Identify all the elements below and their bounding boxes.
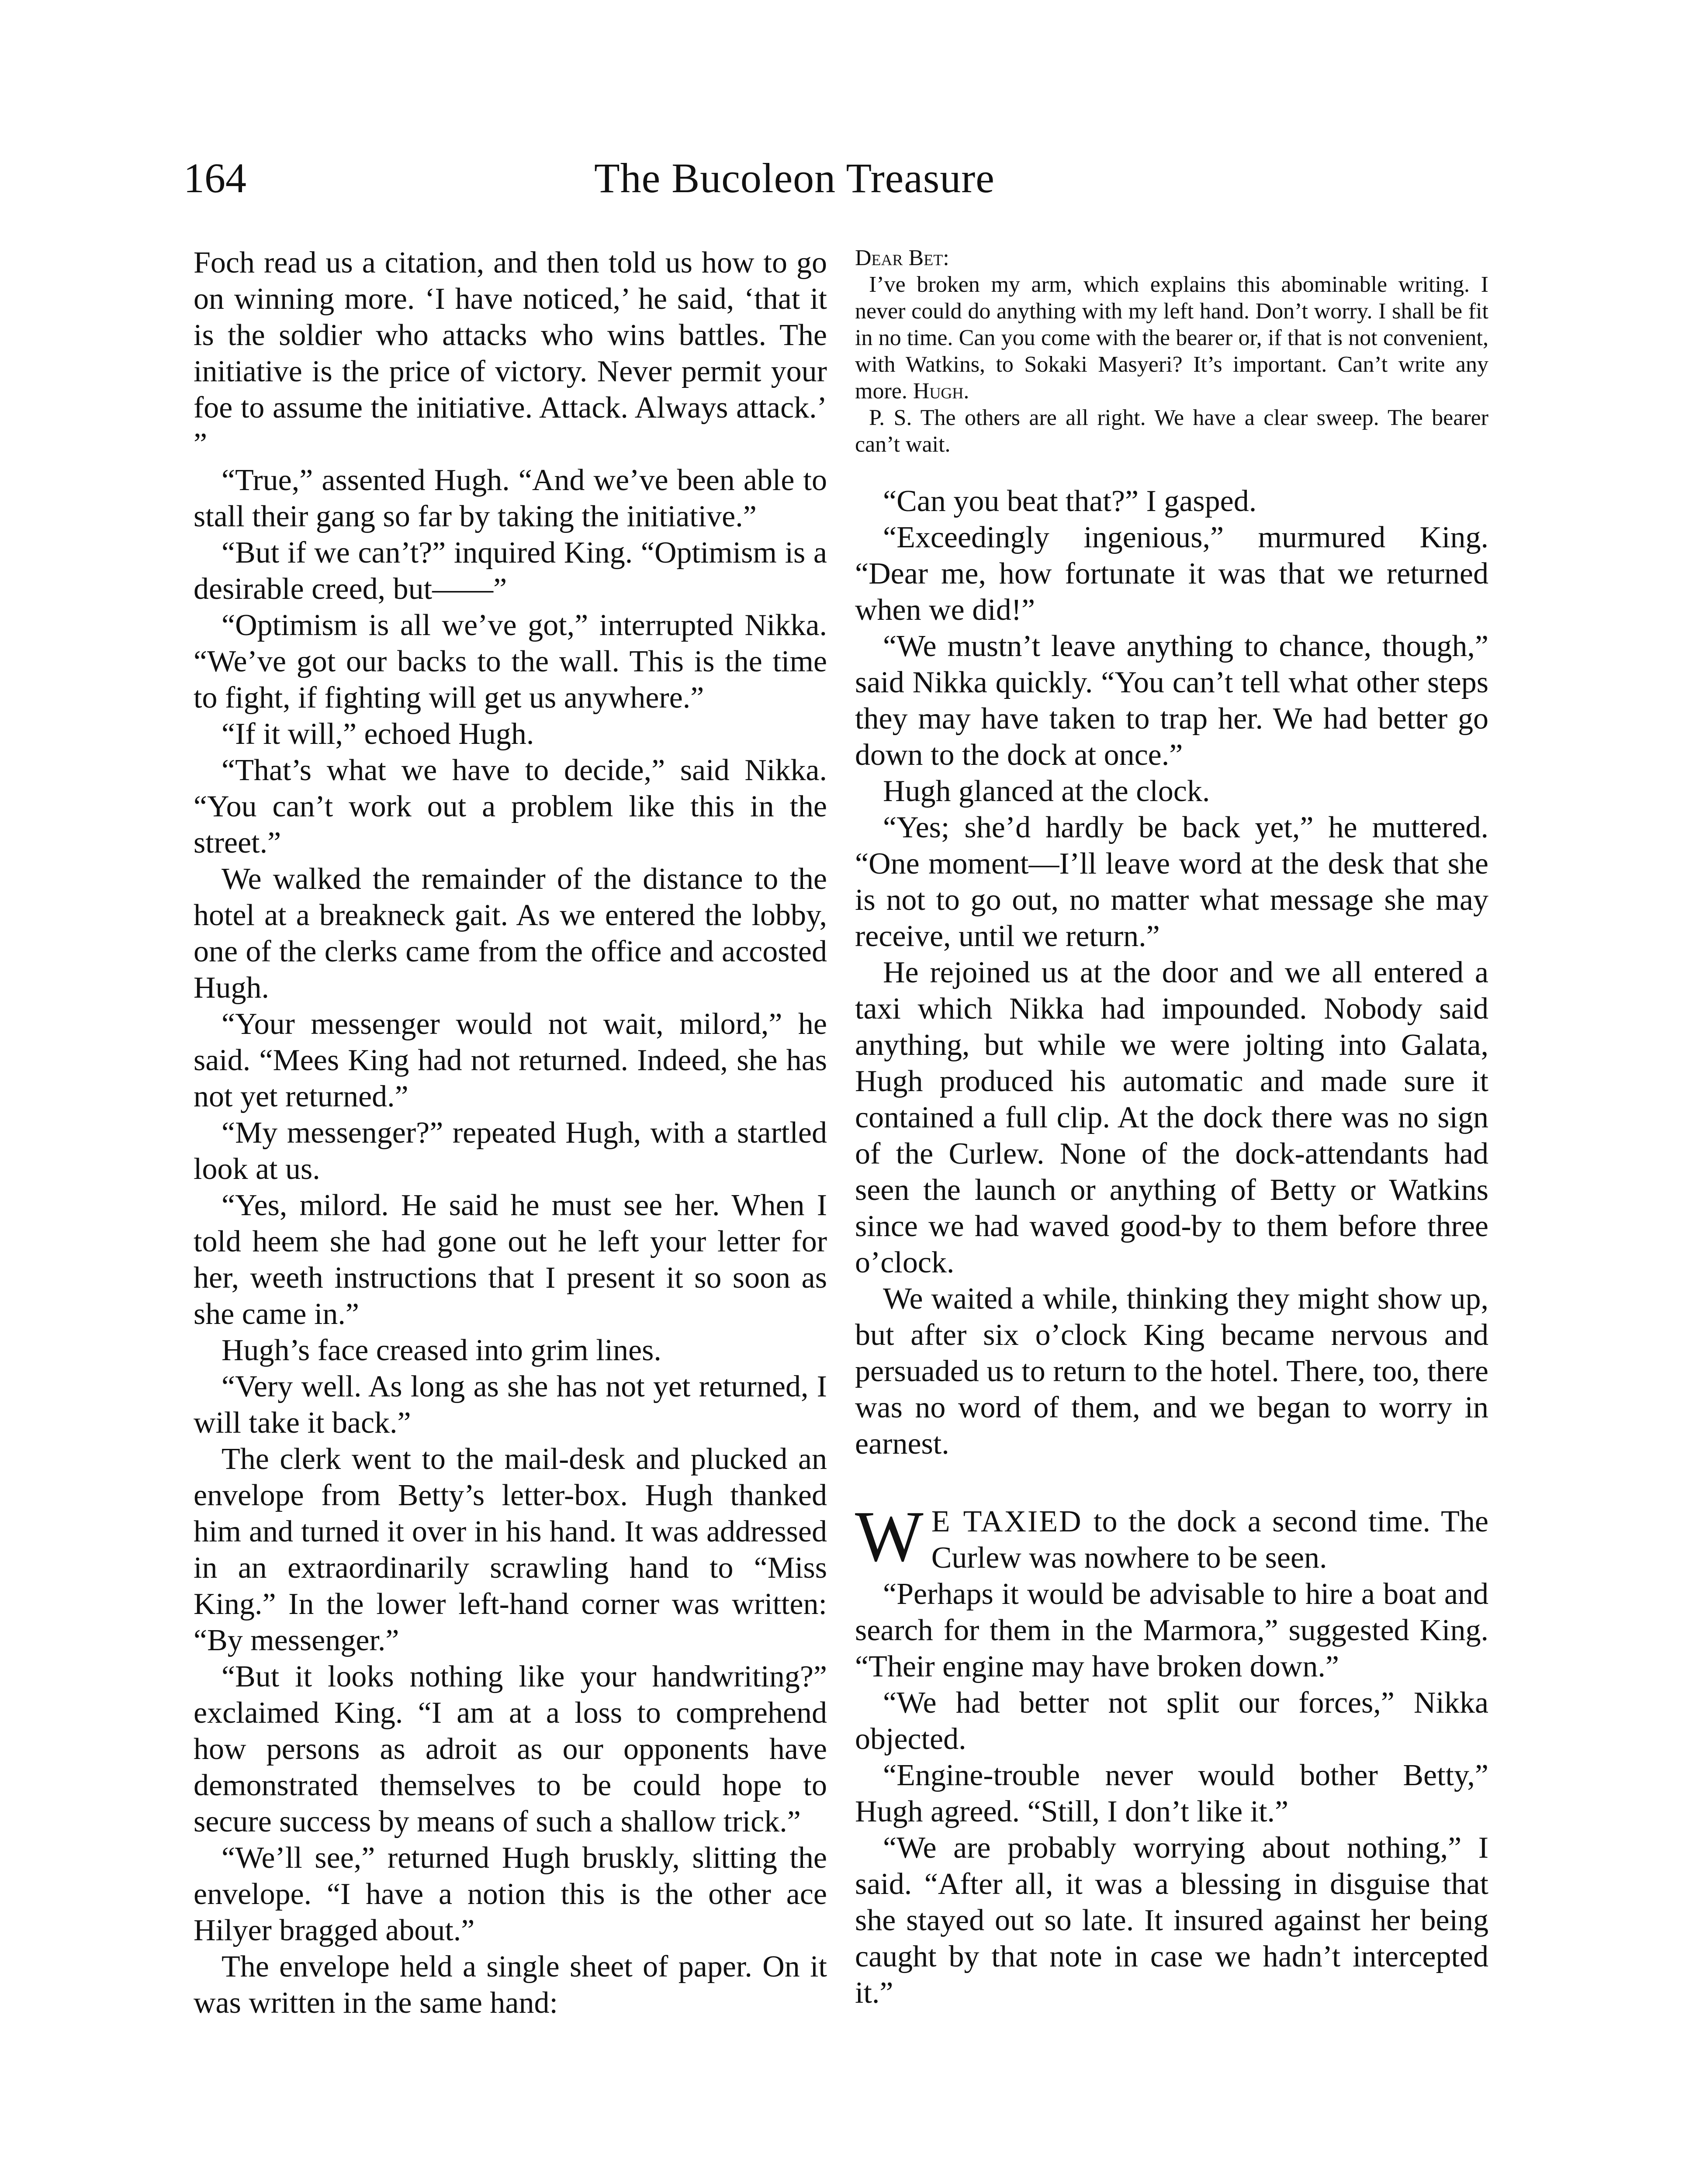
paragraph: The envelope held a single sheet of paper. On it was written in the same hand: xyxy=(194,1950,827,2020)
paragraph: “Your messenger would not wait, milord,” he said. “Mees King had not returned. Indeed, she has not yet returned.” xyxy=(194,1007,827,1113)
letter-postscript: P. S. The others are all right. We have a clear sweep. The bearer can’t wait. xyxy=(855,405,1488,457)
paragraph: “But it looks nothing like your handwriting?” exclaimed King. “I am at a loss to comprehend how persons as adroit as our opponents have demonstrated themselves to be could hope to secure success by means of such a shallow trick.” xyxy=(194,1660,827,1838)
paragraph: “Engine-trouble never would bother Betty,” Hugh agreed. “Still, I don’t like it.” xyxy=(855,1759,1488,1828)
paragraph: “We mustn’t leave anything to chance, though,” said Nikka quickly. “You can’t tell what other steps they may have taken to trap her. We had better go down to the dock at once.” xyxy=(855,629,1488,772)
paragraph: The clerk went to the mail-desk and plucked an envelope from Betty’s letter-box. Hugh thanked him and turned it over in his hand. It was addressed in an extraordinarily scrawling hand to “Miss King.” In the lower left-hand corner was written: “By messenger.” xyxy=(194,1442,827,1657)
letter-signature: Hugh. xyxy=(913,379,969,404)
paragraph: “Yes; she’d hardly be back yet,” he muttered. “One moment—I’ll leave word at the desk that she is not to go out, no matter what message she may receive, until we return.” xyxy=(855,811,1488,953)
running-head: The Bucoleon Treasure xyxy=(594,155,995,201)
left-column xyxy=(194,245,827,2021)
page-number: 164 xyxy=(183,155,246,201)
paragraph: “We’ll see,” returned Hugh bruskly, slitting the envelope. “I have a notion this is the other ace Hilyer bragged about.” xyxy=(194,1841,827,1947)
paragraph: We walked the remainder of the distance to the hotel at a breakneck gait. As we entered the lobby, one of the clerks came from the office and accosted Hugh. xyxy=(194,862,827,1005)
paragraph: “That’s what we have to decide,” said Nikka. “You can’t work out a problem like this in the street.” xyxy=(194,753,827,860)
paragraph: He rejoined us at the door and we all entered a taxi which Nikka had impounded. Nobody said anything, but while we were jolting into Galata, Hugh produced his automatic and made sure it contained a full clip. At the dock there was no sign of the Curlew. None of the dock-attendants had seen the launch or anything of Betty or Watkins since we had waved good-by to them before three o’clock. xyxy=(855,956,1488,1279)
paragraph: Hugh’s face creased into grim lines. xyxy=(222,1334,661,1367)
paragraph: Foch read us a citation, and then told us how to go on winning more. ‘I have noticed,’ he said, ‘that it is the soldier who attacks who wins battles. The initiative is the price of victory. Never permit your foe to assume the initiative. Attack. Always attack.’ ” xyxy=(194,246,827,461)
paragraph: “My messenger?” repeated Hugh, with a startled look at us. xyxy=(194,1116,827,1186)
paragraph: “Exceedingly ingenious,” murmured King. “Dear me, how fortunate it was that we returned when we did!” xyxy=(855,521,1488,627)
paragraph: “Very well. As long as she has not yet returned, I will take it back.” xyxy=(194,1370,827,1440)
paragraph: “Optimism is all we’ve got,” interrupted Nikka. “We’ve got our backs to the wall. This is the time to fight, if fighting will get us anywhere.” xyxy=(194,608,827,715)
paragraph: “We had better not split our forces,” Nikka objected. xyxy=(855,1686,1488,1756)
section-lead-caps: E TAXIED xyxy=(931,1505,1083,1538)
letter-body-block xyxy=(855,271,1488,404)
drop-cap: W xyxy=(855,1496,924,1576)
paragraph: “Perhaps it would be advisable to hire a boat and search for them in the Marmora,” suggested King. “Their engine may have broken down.” xyxy=(855,1577,1488,1683)
letter-body: I’ve broken my arm, which explains this abominable writing. I never could do anything with my left hand. Don’t worry. I shall be fit in no time. Can you come with the bearer or, if that is not convenient, with Watkins, to Sokaki Masyeri? It’s important. Can’t write any more. xyxy=(855,272,1488,404)
paragraph: Hugh glanced at the clock. xyxy=(883,774,1210,808)
paragraph: “If it will,” echoed Hugh. xyxy=(222,717,534,751)
paragraph: We waited a while, thinking they might show up, but after six o’clock King became nervous and persuaded us to return to the hotel. There, too, there was no word of them, and we began to worry in earnest. xyxy=(855,1282,1488,1461)
paragraph: “True,” assented Hugh. “And we’ve been able to stall their gang so far by taking the initiative.” xyxy=(194,463,827,533)
section-break xyxy=(855,1496,1488,2011)
right-column xyxy=(855,245,1488,2011)
paragraph: “But if we can’t?” inquired King. “Optimism is a desirable creed, but——” xyxy=(194,536,827,606)
section-first-rest: to the dock a second time. The Curlew was nowhere to be seen. xyxy=(931,1505,1488,1575)
paragraph: “We are probably worrying about nothing,” I said. “After all, it was a blessing in disguise that she stayed out so late. It insured against her being caught by that note in case we hadn’t intercepted it.” xyxy=(855,1831,1488,2010)
letter-salutation: Dear Bet: xyxy=(855,245,949,270)
paragraph: “Can you beat that?” I gasped. xyxy=(883,484,1257,518)
section-first-paragraph xyxy=(855,1496,1488,1576)
paragraph: “Yes, milord. He said he must see her. When I told heem she had gone out he left your letter for her, weeth instructions that I present it so soon as she came in.” xyxy=(194,1189,827,1331)
letter-block xyxy=(855,245,1488,458)
